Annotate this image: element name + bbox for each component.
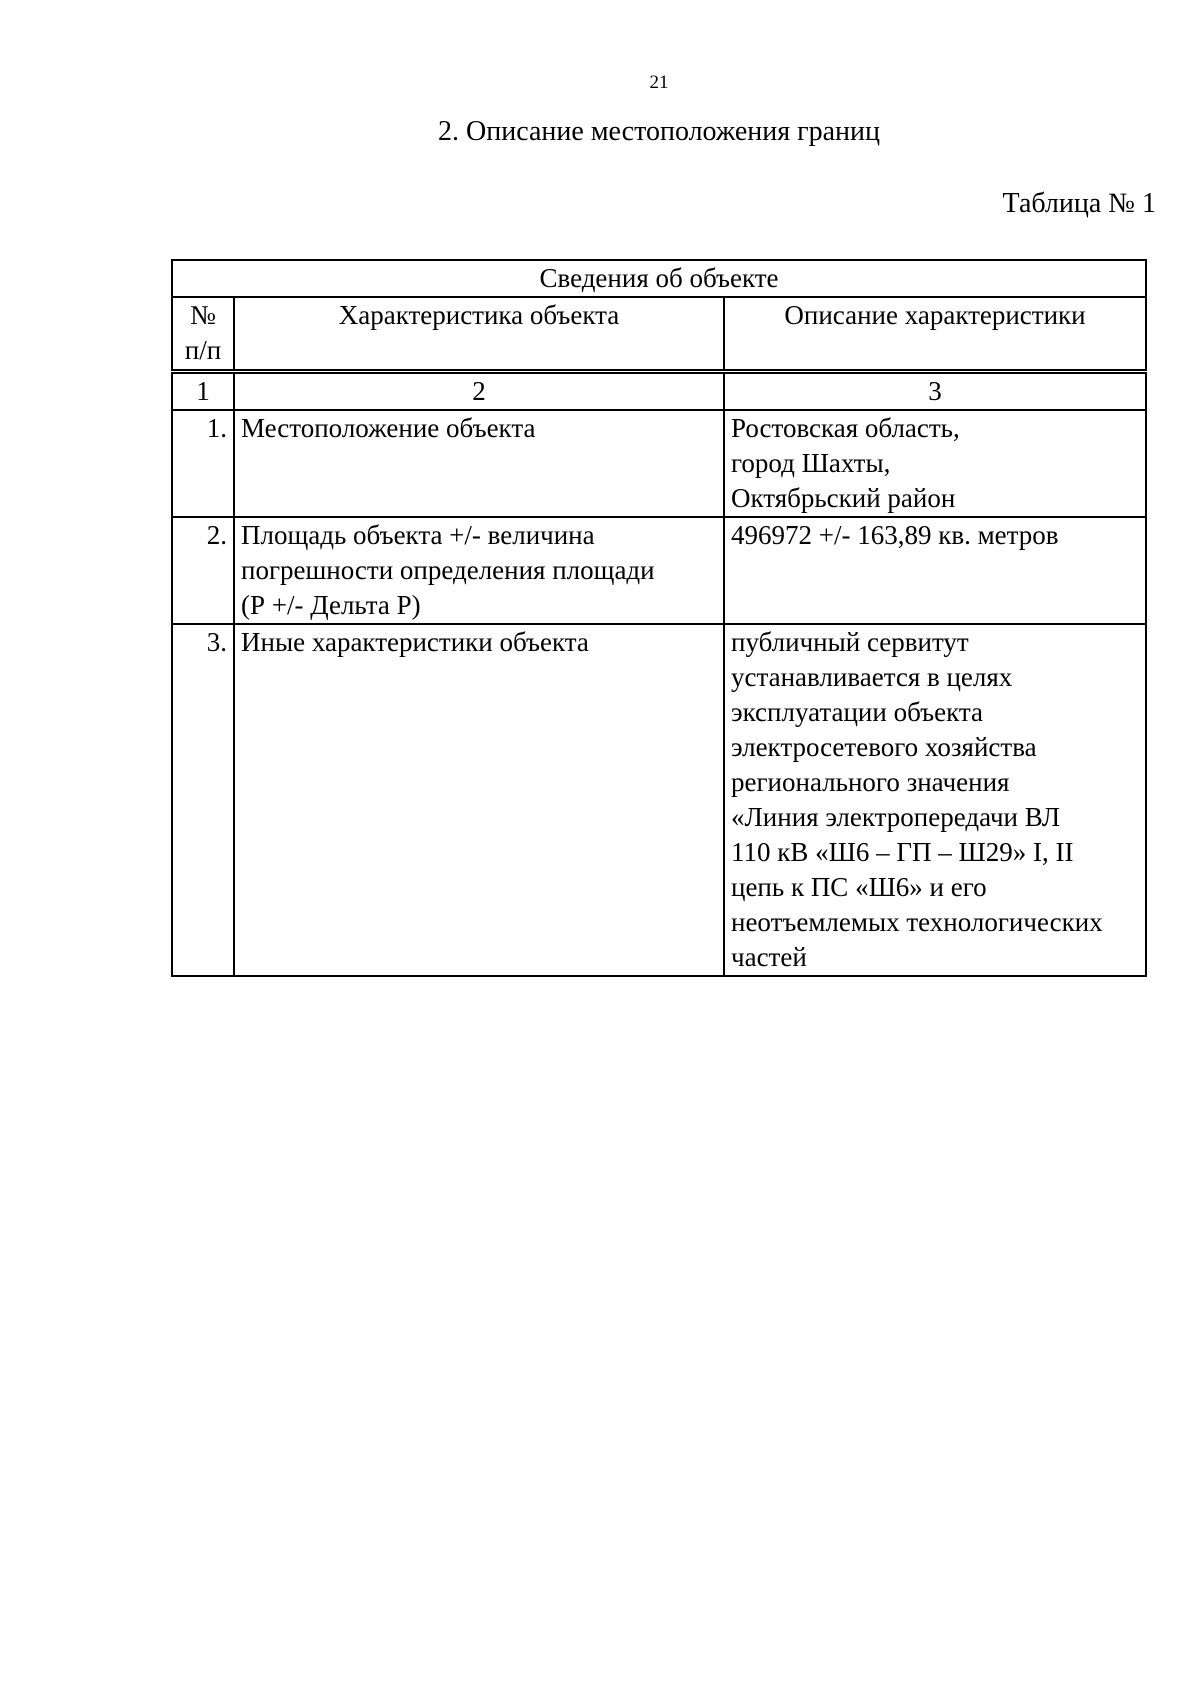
table-label: Таблица № 1	[1002, 188, 1156, 219]
table-caption-row	[172, 260, 1146, 297]
header-characteristic: Характеристика объекта	[234, 297, 724, 372]
object-info-table	[171, 259, 1147, 977]
table-row	[172, 410, 1146, 517]
page-number: 21	[649, 72, 669, 93]
row-num: 1.	[172, 410, 234, 517]
column-number: 2	[234, 372, 724, 411]
row-description: 496972 +/- 163,89 кв. метров	[724, 517, 1146, 624]
row-description: Ростовская область, город Шахты, Октябрьский район	[724, 410, 1146, 517]
row-num: 2.	[172, 517, 234, 624]
row-description: публичный сервитут устанавливается в целях эксплуатации объекта электросетевого хозяйства регионального значения «Линия электропередачи ВЛ 110 кВ «Ш6 – ГП – Ш29» I, II цепь к ПС «Ш6» и его неотъемлемых технологических частей	[724, 624, 1146, 976]
row-characteristic: Иные характеристики объекта	[234, 624, 724, 976]
column-number: 1	[172, 372, 234, 411]
header-description: Описание характеристики	[724, 297, 1146, 372]
section-title: 2. Описание местоположения границ	[438, 116, 880, 147]
table-row	[172, 624, 1146, 976]
column-number: 3	[724, 372, 1146, 411]
table-row	[172, 517, 1146, 624]
column-number-row	[172, 372, 1146, 411]
row-num: 3.	[172, 624, 234, 976]
header-num: № п/п	[172, 297, 234, 372]
table-header-row	[172, 297, 1146, 372]
row-characteristic: Местоположение объекта	[234, 410, 724, 517]
row-characteristic: Площадь объекта +/- величина погрешности определения площади (Р +/- Дельта Р)	[234, 517, 724, 624]
table-caption: Сведения об объекте	[172, 260, 1146, 297]
